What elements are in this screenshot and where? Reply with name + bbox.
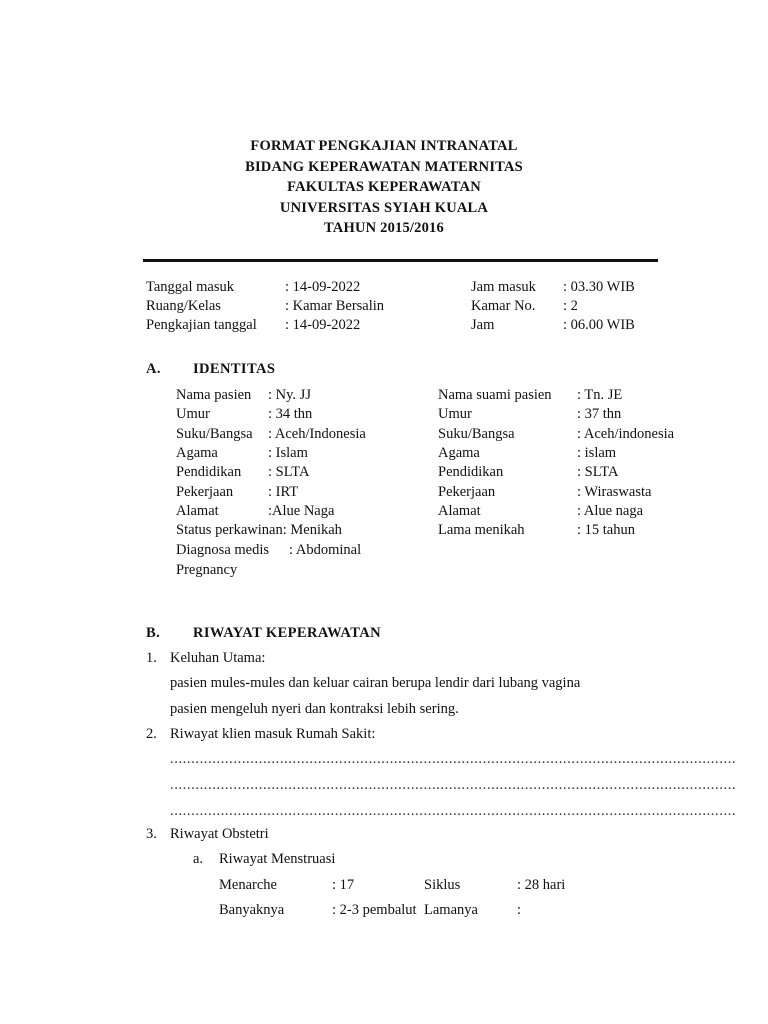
sub-a-letter: a. (193, 851, 204, 867)
umur-suami-label: Umur (438, 406, 472, 422)
section-a-letter: A. (146, 361, 161, 377)
tanggal-masuk-label: Tanggal masuk (146, 279, 234, 295)
header-line-department: BIDANG KEPERAWATAN MATERNITAS (245, 158, 523, 175)
section-b-title: RIWAYAT KEPERAWATAN (193, 625, 381, 641)
alamat-pasien-label: Alamat (176, 503, 219, 519)
jam-value: : 06.00 WIB (563, 317, 635, 333)
complaint-line-1: pasien mules-mules dan keluar cairan berupa lendir dari lubang vagina (170, 675, 581, 691)
item-3-number: 3. (146, 826, 157, 842)
blank-line-1: ...................................................................................................................................... (170, 751, 737, 767)
lamanya-label: Lamanya (424, 902, 478, 918)
pendidikan-suami-value: : SLTA (577, 464, 619, 480)
header-line-form-title: FORMAT PENGKAJIAN INTRANATAL (250, 138, 518, 154)
pendidikan-pasien-label: Pendidikan (176, 464, 242, 480)
status-perkawinan: Status perkawinan: Menikah (176, 522, 342, 538)
lamanya-value: : (517, 902, 522, 918)
siklus-label: Siklus (424, 877, 461, 893)
pekerjaan-pasien-label: Pekerjaan (176, 484, 234, 500)
nama-suami-value: : Tn. JE (577, 387, 623, 403)
alamat-pasien-value: :Alue Naga (268, 503, 335, 519)
agama-pasien-label: Agama (176, 445, 218, 461)
agama-suami-value: : islam (577, 445, 617, 461)
alamat-suami-value: : Alue naga (577, 503, 644, 519)
nama-suami-label: Nama suami pasien (438, 387, 552, 403)
section-a-title: IDENTITAS (193, 361, 276, 377)
pendidikan-pasien-value: : SLTA (268, 464, 310, 480)
diagnosa-medis-label: Diagnosa medis (176, 542, 270, 558)
pekerjaan-suami-value: : Wiraswasta (577, 484, 652, 500)
keluhan-utama-label: Keluhan Utama: (170, 650, 266, 666)
suku-suami-label: Suku/Bangsa (438, 426, 515, 442)
item-1-number: 1. (146, 650, 157, 666)
jam-masuk-value: : 03.30 WIB (563, 279, 635, 295)
ruang-kelas-value: : Kamar Bersalin (285, 298, 385, 314)
header-line-university: UNIVERSITAS SYIAH KUALA (279, 199, 489, 216)
blank-line-2: ...................................................................................................................................... (170, 777, 737, 793)
suku-pasien-label: Suku/Bangsa (176, 426, 253, 442)
umur-pasien-value: : 34 thn (268, 406, 313, 422)
suku-suami-value: : Aceh/indonesia (577, 426, 675, 442)
section-b-letter: B. (146, 625, 161, 641)
header-line-faculty: FAKULTAS KEPERAWATAN (287, 179, 481, 195)
menarche-label: Menarche (219, 877, 277, 893)
pengkajian-tanggal-label: Pengkajian tanggal (146, 317, 257, 333)
pekerjaan-suami-label: Pekerjaan (438, 484, 496, 500)
lama-menikah-value: : 15 tahun (577, 522, 635, 538)
umur-suami-value: : 37 thn (577, 406, 622, 422)
jam-label: Jam (471, 317, 495, 333)
pengkajian-tanggal-value: : 14-09-2022 (285, 317, 361, 333)
ruang-kelas-label: Ruang/Kelas (146, 298, 221, 314)
document-header (0, 136, 768, 239)
agama-pasien-value: : Islam (268, 445, 308, 461)
lama-menikah-label: Lama menikah (438, 522, 525, 538)
item-2-number: 2. (146, 726, 157, 742)
tanggal-masuk-value: : 14-09-2022 (285, 279, 361, 295)
kamar-no-label: Kamar No. (471, 298, 536, 314)
menarche-value: : 17 (332, 877, 355, 893)
banyaknya-label: Banyaknya (219, 902, 285, 918)
riwayat-masuk-label: Riwayat klien masuk Rumah Sakit: (170, 726, 376, 742)
suku-pasien-value: : Aceh/Indonesia (268, 426, 366, 442)
header-divider (143, 259, 658, 262)
nama-pasien-label: Nama pasien (176, 387, 252, 403)
alamat-suami-label: Alamat (438, 503, 481, 519)
diagnosa-medis-value: : Abdominal (289, 542, 362, 558)
blank-line-3: ...................................................................................................................................... (170, 803, 737, 819)
complaint-line-2: pasien mengeluh nyeri dan kontraksi lebih sering. (170, 701, 459, 717)
header-line-year: TAHUN 2015/2016 (324, 220, 444, 236)
umur-pasien-label: Umur (176, 406, 210, 422)
riwayat-menstruasi-label: Riwayat Menstruasi (219, 851, 336, 867)
siklus-value: : 28 hari (517, 877, 566, 893)
kamar-no-value: : 2 (563, 298, 578, 314)
diagnosa-medis-continuation: Pregnancy (176, 562, 238, 578)
riwayat-obstetri-label: Riwayat Obstetri (170, 826, 269, 842)
nama-pasien-value: : Ny. JJ (268, 387, 311, 403)
banyaknya-value: : 2-3 pembalut (332, 902, 417, 918)
jam-masuk-label: Jam masuk (471, 279, 536, 295)
pendidikan-suami-label: Pendidikan (438, 464, 504, 480)
agama-suami-label: Agama (438, 445, 480, 461)
pekerjaan-pasien-value: : IRT (268, 484, 299, 500)
